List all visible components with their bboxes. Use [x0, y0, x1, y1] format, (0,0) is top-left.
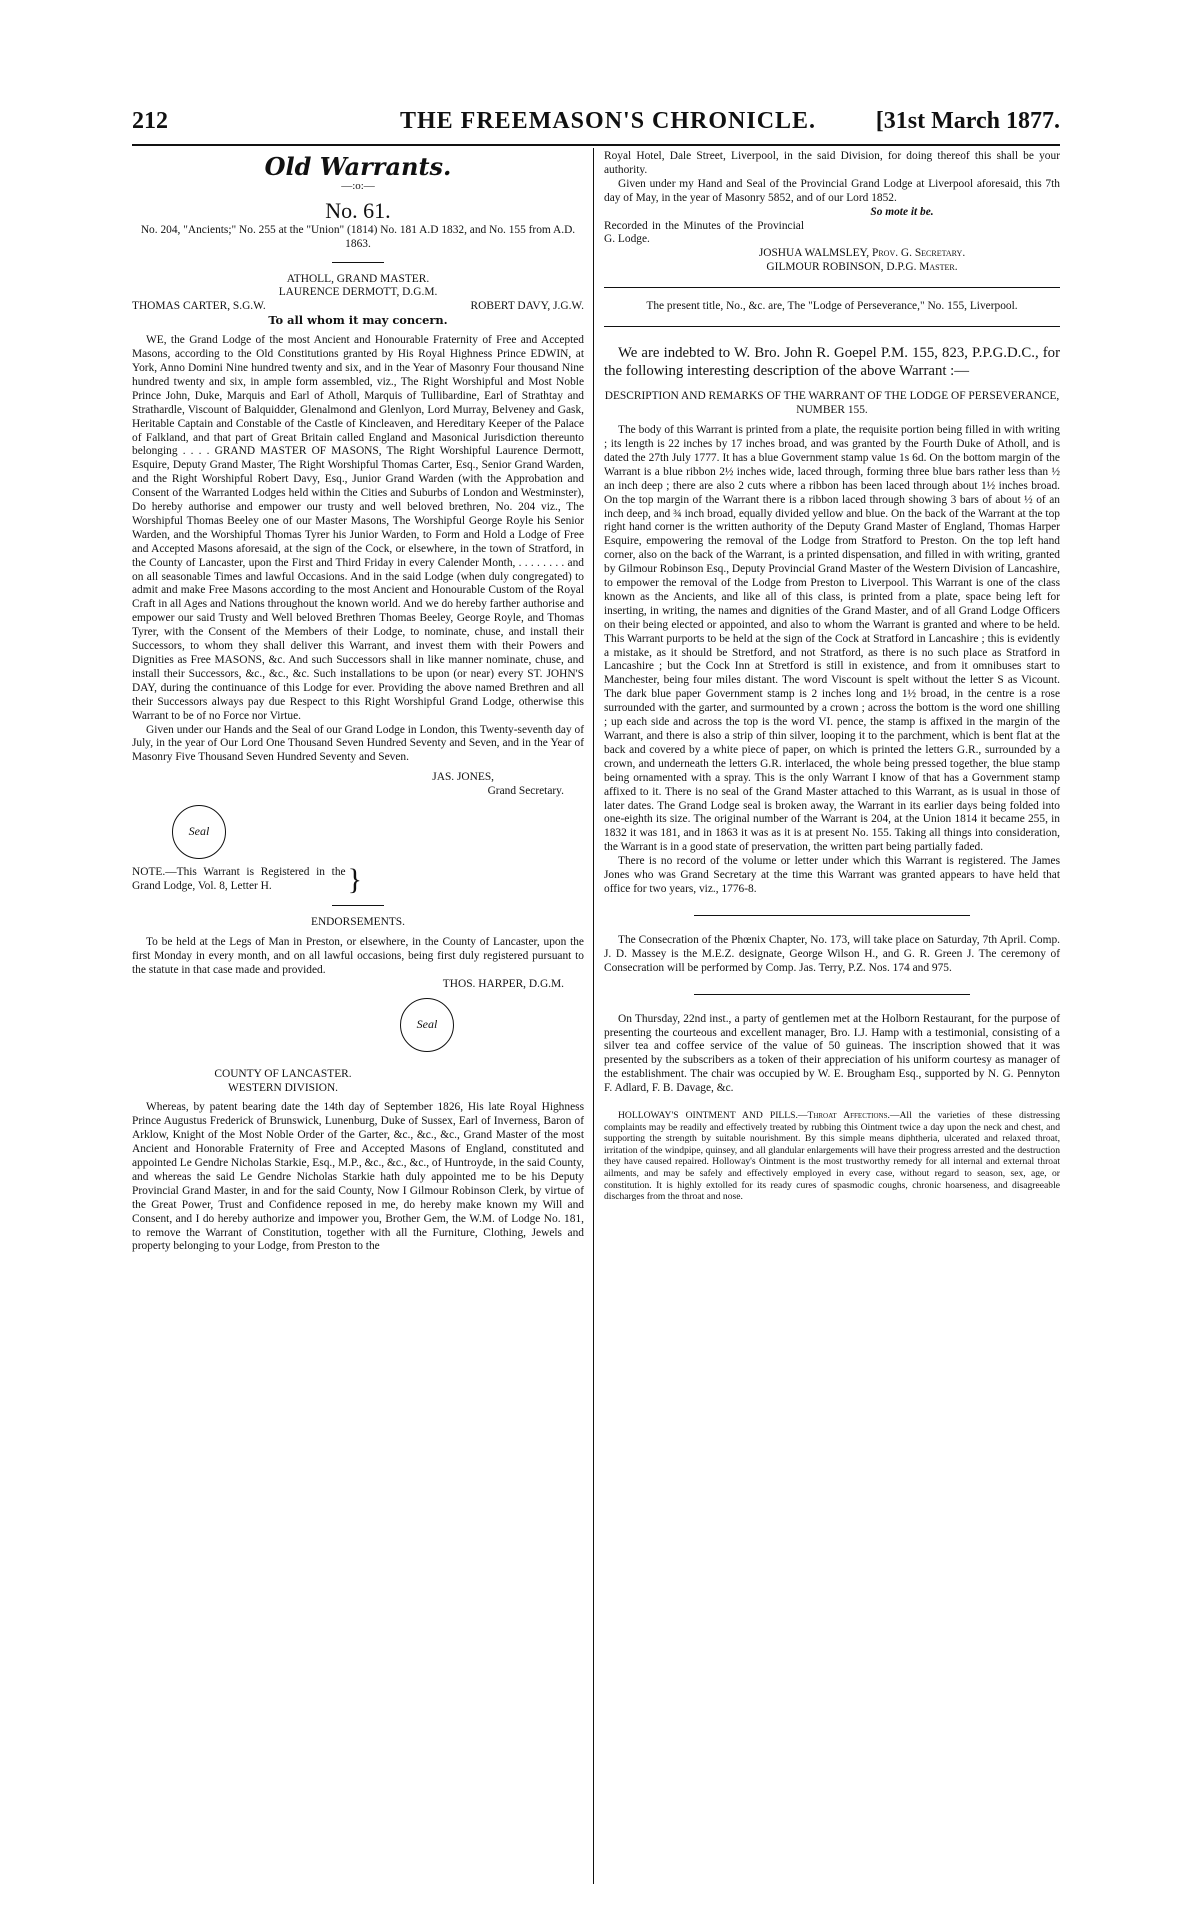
divider	[694, 994, 970, 995]
signer-jones-role: Grand Secretary.	[487, 785, 564, 798]
warrant-number: No. 61.	[325, 197, 391, 223]
endorsements-heading: ENDORSEMENTS.	[311, 916, 405, 929]
signer-jones: JAS. JONES,	[432, 771, 494, 784]
deputy-line: LAURENCE DERMOTT, D.G.M.	[278, 286, 438, 299]
description-heading: DESCRIPTION AND REMARKS OF THE WARRANT OF THE LODGE OF PERSEVERANCE, NUMBER 155.	[604, 390, 1060, 417]
signature-robinson: GILMOUR ROBINSON, D.P.G. Master.	[766, 261, 958, 274]
holloway-body: All the varieties of these distressing complaints may be readily and effectively treated by rubbing this Ointment twice a day upon the neck and chest, and supporting the strength by suitable nourishment. By this simple means diphtheria, ulcerated and relaxed throat, irritation of the windpipe, quinsey, and all glandular enlargements will have their progress arrested and the destruction they have caused repaired. Holloway's Ointment is the most trustworthy remedy for all internal and external throat ailments, and may be safely and effectively employed in every case, without regard to season, sex, age, or constitution. It is highly extolled for its ready cures of spasmodic coughs, chronic hoarseness, and disagreeable discharges from the throat and nose.	[604, 1110, 1060, 1203]
holloway-title: HOLLOWAY'S OINTMENT AND PILLS.—Throat Affections.—	[618, 1110, 900, 1122]
issue-date: [31st March 1877.	[875, 108, 1060, 134]
holborn-notice: On Thursday, 22nd inst., a party of gentlemen met at the Holborn Restaurant, for the purpose of presenting the courteous and excellent manager, Bro. I.J. Hamp with a testimonial, consisting of a silver tea and coffee service of the value of 50 guineas. The inscription showed that it was presented by the subscribers as a token of their appreciation of his uniform courtesy as manager of the establishment. The chair was occupied by W. E. Brougham Esq., supported by N. G. Pennyton F. Adlard, F. B. Davage, &c.	[604, 1012, 1060, 1095]
header-rule	[132, 144, 1060, 146]
registration-note	[132, 865, 362, 895]
phoenix-chapter-notice: The Consecration of the Phœnix Chapter, No. 173, will take place on Saturday, 7th April. Comp. J. D. Massey is the M.E.Z. designate, George Wilson H., and G. R. Green J. The ceremony of Consecration will be performed by Comp. Jas. Terry, P.Z. Nos. 174 and 975.	[604, 933, 1060, 974]
no-record-paragraph: There is no record of the volume or letter under which this Warrant is registered. The James Jones who was Grand Secretary at the time this Warrant was granted appears to have held that office for two years, viz., 1776-8.	[604, 855, 1060, 895]
signer-harper: THOS. HARPER, D.G.M.	[442, 977, 564, 990]
seal-stamp	[172, 805, 226, 859]
endorsement-text: To be held at the Legs of Man in Preston, or elsewhere, in the County of Lancaster, upon the first Monday in every month, and on all lawful occasions, being first duly registered pursuant to the statute in that case made and provided.	[132, 935, 584, 976]
division-heading: WESTERN DIVISION.	[227, 1081, 339, 1094]
divider	[604, 287, 1060, 288]
section-masthead: Old Warrants.	[264, 152, 452, 181]
publication-title: THE FREEMASON'S CHRONICLE.	[400, 108, 817, 134]
county-heading: COUNTY OF LANCASTER.	[214, 1067, 352, 1080]
acknowledgement-lead: We are indebted to W. Bro. John R. Goepel P.M. 155, 823, P.P.G.D.C., for the following interesting description of the above Warrant :—	[604, 345, 1060, 379]
dispensation-text: Whereas, by patent bearing date the 14th day of September 1826, His late Royal Highness Prince Augustus Frederick of Brunswick, Lunenburg, Duke of Sussex, Earl of Inverness, Baron of Arklow, Knight of the Most Noble Order of the Garter, &c., &c., &c., Grand Master of the most Ancient and Honorable Fraternity of Free and Accepted Masons of England, constituted and appointed Le Gendre Nicholas Starkie, Esq., M.P., &c., &c., &c., of Huntroyde, in the said County, and whereas the said Le Gendre Nicholas Starkie hath duly appointed me to be his Deputy Provincial Grand Master, in and for the said County, Now I Gilmour Robinson Clerk, by virtue of the Great Power, Trust and Confidence reposed in me, do hereby make known my Will and Consent, and I do hereby authorize and impower you, Brother Gem, the W.M. of Lodge No. 181, to remove the Warrant of Constitution, together with all the Furniture, Clothing, Jewels and property belonging to your Lodge, from Preston to the	[132, 1101, 584, 1253]
seal-label: Seal	[416, 1016, 438, 1031]
left-column	[132, 150, 584, 1254]
greeting-line: To all whom it may concern.	[268, 313, 448, 328]
signature-walmsley: JOSHUA WALMSLEY, Prov. G. Secretary.	[758, 247, 966, 260]
wardens-row	[132, 300, 584, 314]
warrant-given: Given under our Hands and the Seal of our Grand Lodge in London, this Twenty-seventh day of July, in the year of Our Lord One Thousand Seven Hundred Seventy and Seven, and in the Year of Masonry Five Thousand Seven Hundred Seventy and Seven.	[132, 723, 584, 764]
junior-warden: ROBERT DAVY, J.G.W.	[470, 300, 584, 313]
seal-label: Seal	[188, 824, 210, 839]
note-text: NOTE.—This Warrant is Registered in the Grand Lodge, Vol. 8, Letter H.	[132, 866, 346, 893]
right-column	[604, 150, 1060, 1203]
so-mote-it-be: So mote it be.	[870, 205, 934, 218]
page-number: 212	[132, 108, 168, 134]
present-title: The present title, No., &c. are, The "Lodge of Perseverance," No. 155, Liverpool.	[646, 300, 1018, 313]
recorded-minutes: Recorded in the Minutes of the Provincial G. Lodge.	[604, 219, 804, 246]
given-under-hand: Given under my Hand and Seal of the Provincial Grand Lodge at Liverpool aforesaid, this 7th day of May, in the year of Masonry 5852, and of our Lord 1852.	[604, 177, 1060, 204]
warrant-subhead: No. 204, "Ancients;" No. 255 at the "Union" (1814) No. 181 A.D 1832, and No. 155 from A.D. 1863.	[140, 223, 576, 250]
dispensation-continued: Royal Hotel, Dale Street, Liverpool, in the said Division, for doing thereof this shall be your authority.	[604, 150, 1060, 176]
seal-stamp-2	[400, 998, 454, 1052]
grand-master-line: ATHOLL, GRAND MASTER.	[286, 272, 430, 285]
description-body: The body of this Warrant is printed from a plate, the requisite portion being filled in with writing ; its length is 22 inches by 17 inches broad, and was granted by the Fourth Duke of Atholl, and is dated the 27th July 1777. It has a blue Government stamp value 1s 6d. On the bottom margin of the Warrant is a blue ribbon 2½ inches wide, laced through, forming three blue bars rather less than ½ an inch deep ; there are also 2 cuts where a ribbon has been laced through about 1½ inches broad. On the top margin of the Warrant there is a ribbon laced through showing 3 bars of about ½ of an inch deep, and ¾ inch broad, equally divided yellow and blue. On the back of the Warrant at the top right hand corner is the written authority of the Deputy Grand Master of England, Thomas Harper Esquire, empowering the removal of the Lodge from Stratford to Preston. On the top left hand corner, also on the back of the Warrant, is a printed dispensation, and filled in with writing, granted by Gilmour Robinson Esq., Deputy Provincial Grand Master of the Western Division of Lancashire, to empower the removal of the Lodge from Preston to Liverpool. This Warrant is one of the class known as the Ancients, and like all of this class, is printed from a plate, space being left for inserting, in writing, the names and dignities of the Grand Master, and of all Grand Lodge Officers on their being elected or appointed, and also to whom the Warrant is granted and where to be held. This Warrant purports to be held at the sign of the Cock at Stratford in Lancashire ; this is evidently a mistake, as it should be Stretford, and not Stratford, as there is no such place as Stratford in Lancashire ; but the Cock Inn at Stretford is still in existence, and from it omnibuses start to Manchester, being four miles distant. The word Viscount is spelt without the letter S as Vicount. The dark blue paper Government stamp is 2 inches long and 1½ broad, in the centre is a rose surrounded with the garter, and surmounted by a crown ; across the bottom is the word one shilling ; up each side and across the top is the word VI. pence, the stamp is affixed in the margin of the Warrant, and there is also a strip of thin silver, looping it to the parchment, which is bent flat at the back and covered by a white piece of paper, on which is printed the letters G.R., surrounded by a crown, and underneath the letters G.R. interlaced, the whole being pressed together, the blue stamp being ornamented with a spray. This is the only Warrant I know of that has a Government stamp affixed to it. There is no seal of the Grand Master attached to this Warrant, as is usual in those of later dates. The Grand Lodge seal is broken away, the Warrant in its earlier days being folded into one-eighth its size. The original number of the Warrant is 204, at the Union 1814 it became 255, in 1832 it was 181, and in 1863 it was as it is at present No. 155. Taking all things into consideration, the Warrant is in a good state of preservation, the written part being partially faded.	[604, 424, 1060, 854]
column-divider	[593, 148, 594, 1884]
divider	[694, 915, 970, 916]
warrant-body: WE, the Grand Lodge of the most Ancient and Honourable Fraternity of Free and Accepted Masons, according to the Old Constitutions granted by His Royal Highness Prince EDWIN, at York, Anno Domini Nine hundred twenty and six, and in the Year of Masonry Four thousand Nine hundred twenty and six, in ample form assembled, viz., The Right Worshipful and Most Noble Prince John, Duke, Marquis and Earl of Atholl, Marquis of Tullibardine, Earl of Strathtay and Strathardle, Viscount of Balquidder, Glenalmond and Glenlyon, Lord Murray, Belveney and Gask, Heritable Captain and Constable of the Castle of Kincleaven, and Hereditary Keeper of the Palace of Falkland, and that part of Great Britain called England and Masonical Jurisdiction thereunto belonging . . . . GRAND MASTER OF MASONS, The Right Worshipful Laurence Dermott, Esquire, Deputy Grand Master, The Right Worshipful Thomas Carter, Esq., Senior Grand Warden, and the Right Worshipful Robert Davy, Esq., Junior Grand Warden (with the Approbation and Consent of the Warranted Lodges held within the Cities and Suburbs of London and Westminster), Do hereby authorise and empower our trusty and well beloved brethren, No. 204 viz., The Worshipful Thomas Beeley one of our Master Masons, The Worshipful George Royle his Senior Warden, and the Worshipful Thomas Tyrer his Junior Warden, to Form and Hold a Lodge of Free and Accepted Masons aforesaid, at the sign of the Cock, or elsewhere, in the town of Stratford, in the County of Lancaster, upon the First and Third Friday in every Calender Month, . . . . . . . . and on all seasonable Times and lawful Occasions. And in the said Lodge (when duly congregated) to admit and make Free Masons according to the most Ancient and Honourable Custom of the Royal Craft in all Ages and Nations throughout the known world. And we do hereby farther authorise and empower our said Trusty and Well beloved Brethren Thomas Beeley, George Royle, and Thomas Tyrer, with the Consent of the Members of their Lodge, to nominate, chuse, and install their Successors, to whom they shall deliver this Warrant, and invest them with their Powers and Dignities as Free MASONS, &c. And such Successors shall in like manner nominate, chuse, and install their Successors, &c., &c., &c. Such installations to be upon (or near) every ST. JOHN'S DAY, during the continuance of this Lodge for ever. Providing the above named Brethren and all their Successors always pay due Respect to this Right Worshipful Grand Lodge, otherwise this Warrant to be of no Force nor Virtue.	[132, 334, 584, 722]
holloway-advertisement	[604, 1110, 1060, 1203]
divider	[604, 326, 1060, 327]
divider	[332, 905, 384, 906]
brace-glyph: }	[347, 863, 362, 897]
divider	[332, 262, 384, 263]
senior-warden: THOMAS CARTER, S.G.W.	[132, 300, 266, 313]
separator: —:o:—	[341, 179, 375, 192]
page-header	[132, 108, 1060, 142]
